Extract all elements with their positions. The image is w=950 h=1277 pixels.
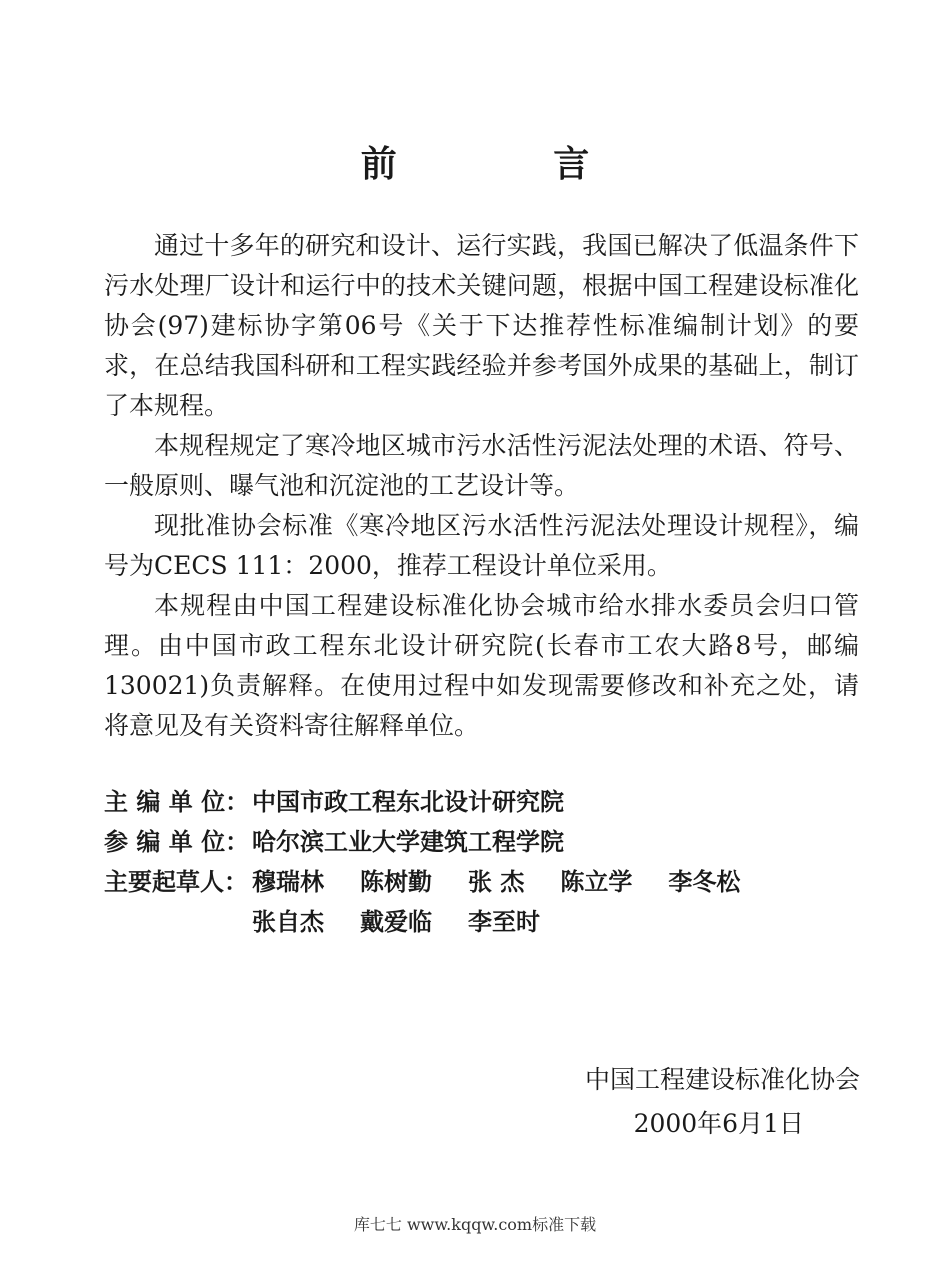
drafters-names	[252, 862, 776, 902]
drafter-name: 张 杰	[468, 868, 525, 896]
participant-value: 哈尔滨工业大学建筑工程学院	[252, 828, 564, 856]
credits-block	[104, 782, 864, 942]
preface-body	[104, 226, 859, 746]
page-title: 前 言	[360, 144, 662, 185]
footer-watermark: 库七七 www.kqqw.com标准下载	[353, 1215, 597, 1234]
drafter-name: 李冬松	[668, 868, 741, 896]
paragraph: 本规程规定了寒冷地区城市污水活性污泥法处理的术语、符号、一般原则、曝气池和沉淀池的工艺设计等。	[104, 431, 859, 500]
drafters-names	[252, 902, 576, 942]
chief-editor-label: 主 编 单 位：	[104, 788, 250, 816]
drafters-row-2	[104, 902, 864, 942]
chief-editor-row	[104, 782, 864, 822]
paragraph: 通过十多年的研究和设计、运行实践，我国已解决了低温条件下污水处理厂设计和运行中的技术关键问题，根据中国工程建设标准化协会(97)建标协字第06号《关于下达推荐性标准编制计划》的要求，在总结我国科研和工程实践经验并参考国外成果的基础上，制订了本规程。	[104, 231, 859, 420]
chief-editor-value: 中国市政工程东北设计研究院	[252, 788, 564, 816]
drafters-label: 主要起草人：	[104, 868, 248, 896]
drafter-name: 陈树勤	[360, 868, 432, 896]
drafter-name: 张自杰	[252, 908, 324, 936]
drafter-name: 戴爱临	[360, 908, 432, 936]
drafter-name: 穆瑞林	[252, 868, 324, 896]
paragraph: 现批准协会标准《寒冷地区污水活性污泥法处理设计规程》，编号为CECS 111：2000，推荐工程设计单位采用。	[104, 511, 859, 580]
drafters-row	[104, 862, 864, 902]
drafter-name: 李至时	[468, 908, 540, 936]
participant-label: 参 编 单 位：	[104, 828, 250, 856]
paragraph: 本规程由中国工程建设标准化协会城市给水排水委员会归口管理。由中国市政工程东北设计研究院(长春市工农大路8号，邮编130021)负责解释。在使用过程中如发现需要修改和补充之处，请将意见及有关资料寄往解释单位。	[104, 591, 859, 740]
drafter-name: 陈立学	[560, 868, 633, 896]
participant-row	[104, 822, 864, 862]
issuing-organization: 中国工程建设标准化协会	[584, 1065, 860, 1094]
signature-block	[560, 1058, 860, 1146]
issue-date: 2000年6月1日	[633, 1109, 804, 1138]
